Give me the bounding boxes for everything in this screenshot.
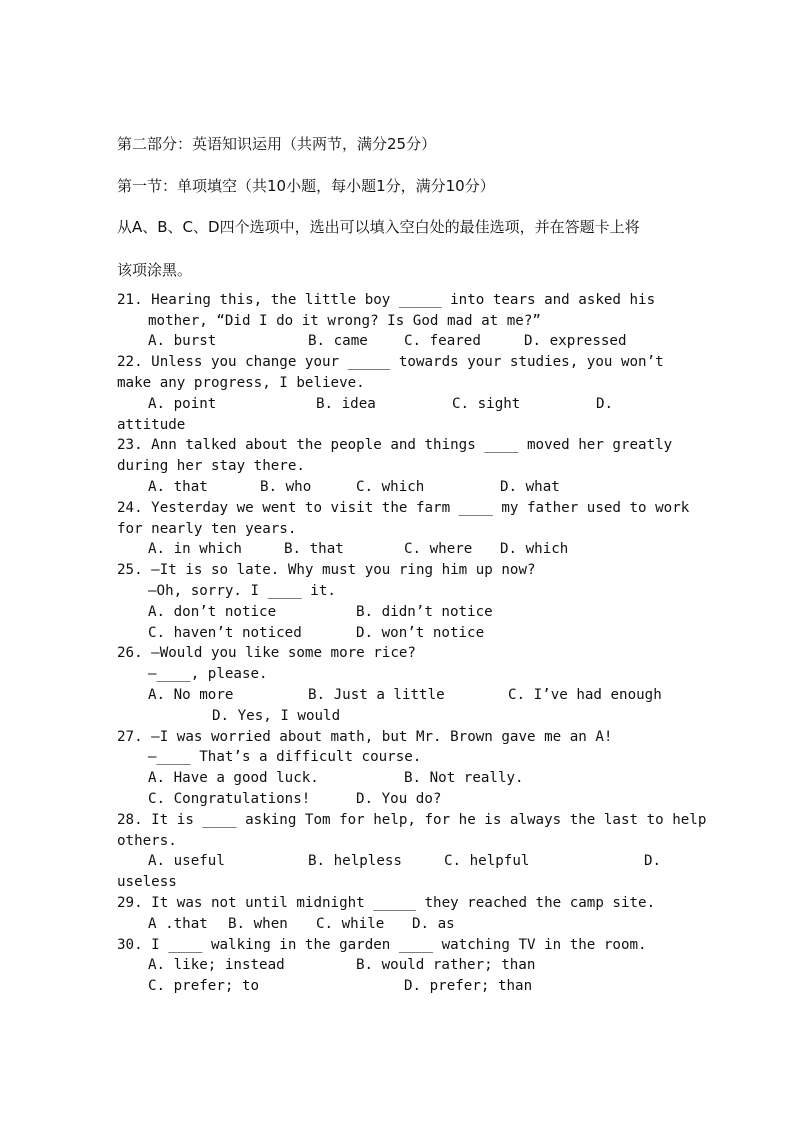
question-25-stem: 25. —It is so late. Why must you ring him up now?	[117, 562, 536, 578]
question-22-stem: 22. Unless you change your _____ towards your studies, you won’t	[117, 354, 664, 370]
question-27-option-d: D. You do?	[356, 791, 442, 807]
question-24-option-b: B. that	[284, 541, 344, 557]
question-26-option-d: D. Yes, I would	[212, 708, 341, 724]
question-23-stem: 23. Ann talked about the people and things ____ moved her greatly	[117, 437, 673, 453]
question-22-option-d: D.	[596, 396, 614, 412]
question-27-option-a: A. Have a good luck.	[148, 770, 319, 786]
question-21-stem: 21. Hearing this, the little boy _____ into tears and asked his	[117, 292, 656, 308]
question-30-option-d: D. prefer; than	[404, 978, 533, 994]
question-21-stem-cont: mother, “Did I do it wrong? Is God mad at me?”	[148, 313, 541, 329]
question-22-option-c: C. sight	[452, 396, 521, 412]
question-29-option-b: B. when	[228, 916, 288, 932]
question-24-stem: 24. Yesterday we went to visit the farm ____ my father used to work	[117, 500, 690, 516]
question-23-option-c: C. which	[356, 479, 425, 495]
question-22-option-a: A. point	[148, 396, 217, 412]
question-29-option-d: D. as	[412, 916, 455, 932]
question-21-option-a: A. burst	[148, 333, 217, 349]
question-23-option-d: D. what	[500, 479, 560, 495]
question-21-option-d: D. expressed	[524, 333, 627, 349]
question-24-option-a: A. in which	[148, 541, 242, 557]
question-25-option-b: B. didn’t notice	[356, 604, 493, 620]
instruction-line-1: 从A、B、C、D四个选项中，选出可以填入空白处的最佳选项，并在答题卡上将	[117, 218, 640, 236]
question-28-option-d-wrap: useless	[117, 874, 177, 890]
question-27-option-c: C. Congratulations!	[148, 791, 311, 807]
question-27-stem: 27. —I was worried about math, but Mr. Brown gave me an A!	[117, 729, 613, 745]
question-28-option-c: C. helpful	[444, 853, 530, 869]
question-23-option-a: A. that	[148, 479, 208, 495]
question-21-option-c: C. feared	[404, 333, 481, 349]
question-22-option-d-wrap: attitude	[117, 417, 186, 433]
section-heading: 第一节：单项填空（共10小题，每小题1分，满分10分）	[117, 177, 495, 195]
question-26-option-c: C. I’ve had enough	[508, 687, 662, 703]
question-22-option-b: B. idea	[316, 396, 376, 412]
question-25-option-d: D. won’t notice	[356, 625, 485, 641]
question-27-stem-cont: —____ That’s a difficult course.	[148, 749, 422, 765]
question-29-option-c: C. while	[316, 916, 385, 932]
part-heading: 第二部分：英语知识运用（共两节，满分25分）	[117, 135, 437, 153]
question-27-option-b: B. Not really.	[404, 770, 524, 786]
question-28-stem-cont: others.	[117, 833, 177, 849]
question-30-option-a: A. like; instead	[148, 957, 285, 973]
question-28-option-a: A. useful	[148, 853, 225, 869]
question-25-option-c: C. haven’t noticed	[148, 625, 302, 641]
question-26-option-a: A. No more	[148, 687, 234, 703]
question-24-stem-cont: for nearly ten years.	[117, 521, 297, 537]
question-24-option-c: C. where	[404, 541, 473, 557]
question-29-option-a: A .that	[148, 916, 208, 932]
question-25-stem-cont: —Oh, sorry. I ____ it.	[148, 583, 336, 599]
question-28-option-b: B. helpless	[308, 853, 402, 869]
question-29-stem: 29. It was not until midnight _____ they reached the camp site.	[117, 895, 656, 911]
question-26-stem-cont: —____, please.	[148, 666, 268, 682]
question-22-stem-cont: make any progress, I believe.	[117, 375, 365, 391]
question-21-option-b: B. came	[308, 333, 368, 349]
question-28-option-d: D.	[644, 853, 662, 869]
question-23-stem-cont: during her stay there.	[117, 458, 305, 474]
question-30-option-c: C. prefer; to	[148, 978, 260, 994]
question-23-option-b: B. who	[260, 479, 312, 495]
question-30-stem: 30. I ____ walking in the garden ____ watching TV in the room.	[117, 937, 647, 953]
question-25-option-a: A. don’t notice	[148, 604, 277, 620]
question-26-stem: 26. —Would you like some more rice?	[117, 645, 416, 661]
question-26-option-b: B. Just a little	[308, 687, 445, 703]
question-24-option-d: D. which	[500, 541, 569, 557]
question-30-option-b: B. would rather; than	[356, 957, 536, 973]
instruction-line-2: 该项涂黑。	[117, 261, 193, 279]
question-28-stem: 28. It is ____ asking Tom for help, for he is always the last to help	[117, 812, 707, 828]
